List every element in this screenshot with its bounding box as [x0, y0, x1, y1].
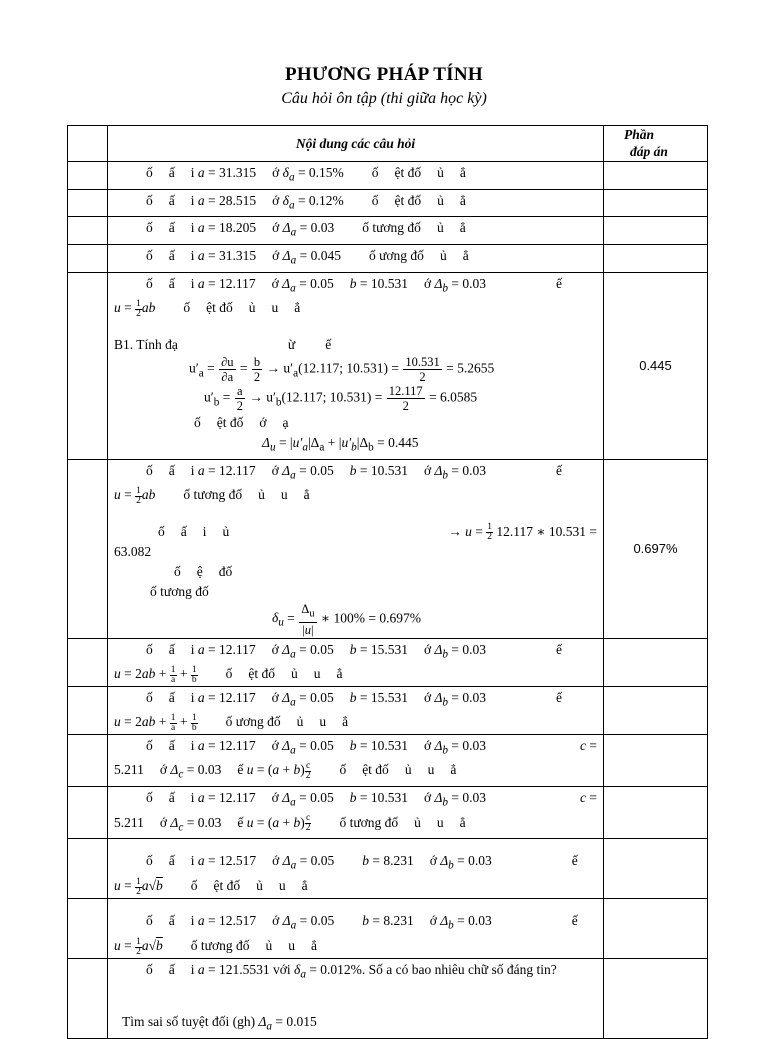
question-cell [108, 787, 604, 839]
question-line: ố tương đố [150, 584, 209, 600]
answer-cell [604, 839, 708, 899]
answer-cell [604, 899, 708, 958]
table-row [68, 686, 708, 734]
answer-cell [604, 217, 708, 245]
questions-table [67, 125, 708, 1039]
answer-cell: 0.445 [604, 272, 708, 459]
question-line: ố ệ đố [174, 564, 233, 580]
question-cell [108, 459, 604, 638]
index-cell [68, 189, 108, 217]
result-formula: $\Delta_u = |u'_a|\Delta_a + |u'_b|\Delta_b = 0.445$ [262, 434, 419, 454]
question-line: u = $\frac{1}{2}$ ab ố ệt đố ủ u ẳ [114, 298, 301, 319]
answer-cell [604, 958, 708, 1038]
question-line: ố ấ i a = 121.5531 với $\delta_a = 0.012\%$. Số a có bao nhiêu chữ số đáng tin? [146, 961, 557, 981]
question-cell [108, 734, 604, 786]
table-row [68, 272, 708, 459]
index-cell [68, 839, 108, 899]
derivative-b: $u'_b$ = $\frac{a}{2}$ → $u'_b(12.117$; 10.531) = $\frac{12.117}{2}$ = 6.0585 [204, 383, 478, 413]
answer-cell [604, 162, 708, 190]
table-row [68, 839, 708, 899]
question-cell [108, 958, 604, 1038]
result-formula: $\delta_u$ = $\frac{\Delta_u}{|u|}$ ∗ 100% = 0.697% [272, 602, 421, 637]
question-cell [108, 686, 604, 734]
question-text: ố ấ i a = 31.315 ớ $\delta_a = 0.15\%$ ố ệt đố ủ ẳ [146, 165, 466, 184]
question-line: Tìm sai số tuyệt đối (gh) $\Delta_a = 0.015$ [122, 1014, 317, 1033]
step-label: B1. Tính đạ ừ ế [114, 336, 332, 352]
question-cell [108, 189, 604, 217]
question-line: ố ấ i a = 12.517 ớ $\Delta_a = 0.05$ b = 8.231 ớ $\Delta_b = 0.03$ ế [146, 913, 578, 933]
question-line: u = $\frac{1}{2}$ a√b ố tương đố ủ u ẳ [114, 936, 318, 957]
question-line: u = $\frac{1}{2}$ ab ố tương đố ủ u ẳ [114, 485, 310, 506]
question-cell [108, 217, 604, 245]
question-line: ố ấ i a = 12.117 ớ $\Delta_a = 0.05$ b = 10.531 ớ $\Delta_b = 0.03$ c = [146, 737, 597, 757]
table-row [68, 734, 708, 786]
question-line: u = $\frac{1}{2}$ a√b ố ệt đố ủ u ẳ [114, 876, 308, 897]
index-cell [68, 162, 108, 190]
question-cell [108, 899, 604, 958]
table-row [68, 217, 708, 245]
table-row [68, 162, 708, 190]
question-line: ố ấ i a = 12.117 ớ $\Delta_a = 0.05$ b = 10.531 ớ $\Delta_b = 0.03$ c = [146, 790, 597, 809]
question-text: ố ấ i a = 31.315 ớ $\Delta_a = 0.045$ ố ương đố ủ ẳ [146, 248, 469, 267]
table-row [68, 245, 708, 273]
table-row [68, 787, 708, 839]
index-header [68, 126, 108, 162]
table-row [68, 958, 708, 1038]
answer-header [604, 126, 708, 162]
answer-cell [604, 189, 708, 217]
table-row [68, 638, 708, 686]
index-cell [68, 899, 108, 958]
table-row [68, 459, 708, 638]
index-cell [68, 217, 108, 245]
index-cell [68, 787, 108, 839]
answer-cell [604, 686, 708, 734]
question-line: ố ấ i a = 12.117 ớ $\Delta_a = 0.05$ b = 15.531 ớ $\Delta_b = 0.03$ ế [146, 689, 563, 709]
index-cell [68, 245, 108, 273]
index-cell [68, 272, 108, 459]
question-line: u = 2ab + $\frac{1}{a}$ + $\frac{1}{b}$ ố ương đố ủ u ẳ [114, 712, 349, 733]
question-line: ố ấ i a = 12.117 ớ $\Delta_a = 0.05$ b = 10.531 ớ $\Delta_b = 0.03$ ế [146, 275, 563, 295]
answer-cell [604, 787, 708, 839]
answer-cell [604, 245, 708, 273]
index-cell [68, 638, 108, 686]
page-title: PHƯƠNG PHÁP TÍNH [285, 64, 483, 85]
answer-header-line2: đáp án [630, 144, 668, 159]
question-text: ố ấ i a = 28.515 ớ $\delta_a = 0.12\%$ ố ệt đố ủ ẳ [146, 192, 466, 212]
answer-cell [604, 638, 708, 686]
question-cell [108, 272, 604, 459]
question-line: u = 2ab + $\frac{1}{a}$ + $\frac{1}{b}$ ố ệt đố ủ u ẳ [114, 664, 343, 685]
answer-cell: 0.697% [604, 459, 708, 638]
question-text: ố ấ i a = 18.205 ớ $\Delta_a = 0.03$ ố tương đố ủ ẳ [146, 220, 466, 240]
page-subtitle: Câu hỏi ôn tập (thi giữa học kỳ) [281, 90, 487, 107]
question-cell [108, 162, 604, 190]
index-cell [68, 459, 108, 638]
question-line: ố ấ i a = 12.117 ớ $\Delta_a = 0.05$ b = 15.531 ớ $\Delta_b = 0.03$ ế [146, 641, 563, 661]
question-line: 5.211 ớ $\Delta_c = 0.03$ ế u = (a + b) $\frac{c}{2}$ ố ệt đố ủ u ẳ [114, 760, 457, 782]
question-line: ố ệt đố ớ ạ [194, 414, 289, 430]
question-cell [108, 839, 604, 899]
question-line: ố ấ i a = 12.517 ớ $\Delta_a = 0.05$ b = 8.231 ớ $\Delta_b = 0.03$ ế [146, 853, 578, 873]
answer-cell [604, 734, 708, 786]
question-cell [108, 638, 604, 686]
answer-header-line1: Phần [624, 127, 655, 142]
table-row [68, 899, 708, 958]
index-cell [68, 734, 108, 786]
table-header-row [68, 126, 708, 162]
question-line: 5.211 ớ $\Delta_c = 0.03$ ế u = (a + b) $\frac{c}{2}$ ố tương đố ủ u ẳ [114, 813, 466, 834]
index-cell [68, 958, 108, 1038]
table-row [68, 189, 708, 217]
question-line: ố ấ i ủ → u = $\frac{1}{2}$ 12.117 ∗ 10.531 = [158, 522, 597, 543]
content-header: Nội dung các câu hỏi [108, 126, 604, 162]
question-cell [108, 245, 604, 273]
question-line: 63.082 [114, 544, 152, 560]
question-line: ố ấ i a = 12.117 ớ $\Delta_a = 0.05$ b = 10.531 ớ $\Delta_b = 0.03$ ế [146, 462, 563, 482]
index-cell [68, 686, 108, 734]
derivative-a: $u'_a$ = $\frac{\partial u}{\partial a}$ = $\frac{b}{2}$ → $u'_a(12.117$; 10.531) = $\frac{10.531}{2}$ = 5.2655 [189, 354, 495, 384]
